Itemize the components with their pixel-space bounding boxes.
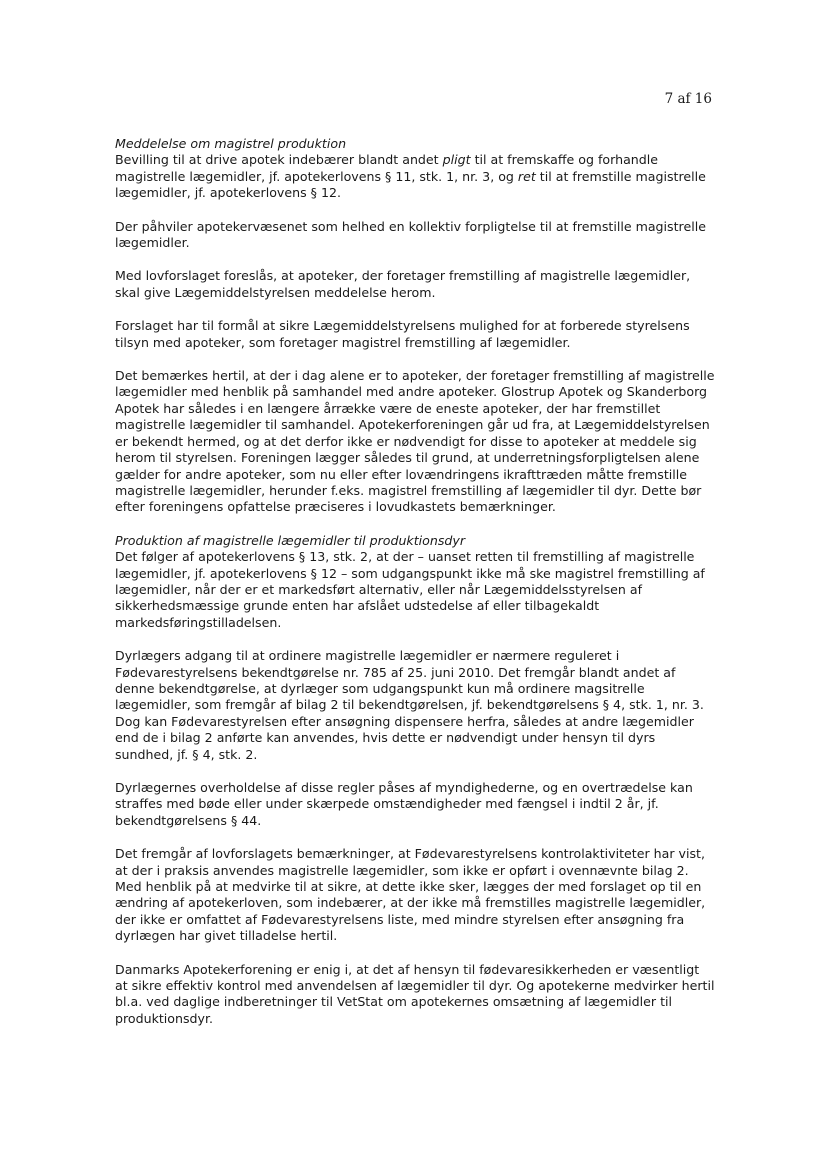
paragraph-bevilling-part-1: Bevilling til at drive apotek indebærer blandt andet — [115, 152, 443, 168]
page-number: 7 af 16 — [664, 91, 712, 107]
section-heading-meddelelse: Meddelelse om magistrel produktion — [115, 136, 347, 151]
paragraph-bemaerkes-hertil: Det bemærkes hertil, at der i dag alene er to apoteker, der foretager fremstilling af magistrelle lægemidler med henblik på samhandel med andre apoteker. Glostrup Apotek og Skanderborg Apotek har således i en længere årrække være de eneste apoteker, der har fremstillet magistrelle lægemidler til samhandel. Apotekerforeningen går ud fra, at Lægemiddelstyrelsen er bekendt hermed, og at det derfor ikke er nødvendigt for disse to apoteker at meddele sig herom til styrelsen. Foreningen lægger således til grund, at underretningsforpligtelsen alene gælder for andre apoteker, som nu eller efter lovændringens ikrafttræden måtte fremstille magistrelle lægemidler, herunder f.eks. magistrel fremstilling af lægemidler til dyr. Dette bør efter foreningens opfattelse præciseres i lovudkastets bemærkninger. — [115, 368, 715, 515]
section-heading-produktionsdyr: Produktion af magistrelle lægemidler til produktionsdyr — [115, 532, 466, 548]
paragraph-apotekerlovens-13: Det følger af apotekerlovens § 13, stk. 2, at der – uanset retten til fremstilling af magistrelle lægemidler, jf. apotekerlovens § 12 – som udgangspunkt ikke må ske magistrel fremstilling af lægemidler, når der er et markedsført alternativ, eller når Lægemiddelsstyrelsen af sikkerhedsmæssige grunde enten har afslået udstedelse af eller tilbagekaldt markedsføringstilladelsen. — [115, 549, 705, 630]
section-meddelelse-intro — [115, 136, 715, 202]
paragraph-dyrlaegers-adgang: Dyrlægers adgang til at ordinere magistrelle lægemidler er nærmere reguleret i Fødevarestyrelsens bekendtgørelse nr. 785 af 25. juni 2010. Det fremgår blandt andet af denne bekendtgørelse, at dyrlæger som udgangspunkt kun må ordinere magsitrelle lægemidler, som fremgår af bilag 2 til bekendtgørelsen, jf. bekendtgørelsens § 4, stk. 1, nr. 3. Dog kan Fødevarestyrelsen efter ansøgning dispensere herfra, således at andre lægemidler end de i bilag 2 anførte kan anvendes, hvis dette er nødvendigt under hensyn til dyrs sundhed, jf. § 4, stk. 2. — [115, 648, 704, 762]
emphasis-ret: ret — [517, 168, 536, 184]
paragraph-lovforslagets-bemaerkninger: Det fremgår af lovforslagets bemærkninger, at Fødevarestyrelsens kontrolaktiviteter har vist, at der i praksis anvendes magistrelle lægemidler, som ikke er opført i ovennævnte bilag 2. Med henblik på at medvirke til at sikre, at dette ikke sker, lægges der med forslaget op til en ændring af apotekerloven, som indebærer, at der ikke må fremstilles magistrelle lægemidler, der ikke er omfattet af Fødevarestyrelsens liste, med mindre styrelsen efter ansøgning fra dyrlægen har givet tilladelse hertil. — [115, 846, 706, 944]
paragraph-bevilling-part-2: til at fremskaffe og forhandle magistrelle lægemidler, jf. apotekerlovens § 11, stk. 1, nr. 3, og — [115, 152, 659, 184]
emphasis-pligt: pligt — [442, 152, 471, 168]
paragraph-lovforslag-meddelelse: Med lovforslaget foreslås, at apoteker, der foretager fremstilling af magistrelle lægemidler, skal give Lægemiddelstyrelsen meddelelse herom. — [115, 268, 691, 300]
paragraph-apotekerforening-enig: Danmarks Apotekerforening er enig i, at det af hensyn til fødevaresikkerheden er væsentligt at sikre effektiv kontrol med anvendelsen af lægemidler til dyr. Og apotekerne medvirker hertil bl.a. ved daglige indberetninger til VetStat om apotekernes omsætning af lægemidler til produktionsdyr. — [115, 961, 715, 1026]
paragraph-bevilling-part-3: til at fremstille magistrelle lægemidler, jf. apotekerlovens § 12. — [115, 168, 706, 201]
paragraph-overholdelse: Dyrlægernes overholdelse af disse regler påses af myndighederne, og en overtrædelse kan straffes med bøde eller under skærpede omstændigheder med fængsel i indtil 2 år, jf. bekendtgørelsens § 44. — [115, 780, 693, 828]
paragraph-bevilling — [115, 152, 715, 201]
paragraph-formaal: Forslaget har til formål at sikre Lægemiddelstyrelsens mulighed for at forberede styrelsens tilsyn med apoteker, som foretager magistrel fremstilling af lægemidler. — [115, 318, 690, 350]
section-produktionsdyr-intro — [115, 533, 715, 631]
paragraph-kollektiv-forpligtelse: Der påhviler apotekervæsenet som helhed en kollektiv forpligtelse til at fremstille magistrelle lægemidler. — [115, 218, 706, 251]
document-body — [115, 136, 715, 1044]
